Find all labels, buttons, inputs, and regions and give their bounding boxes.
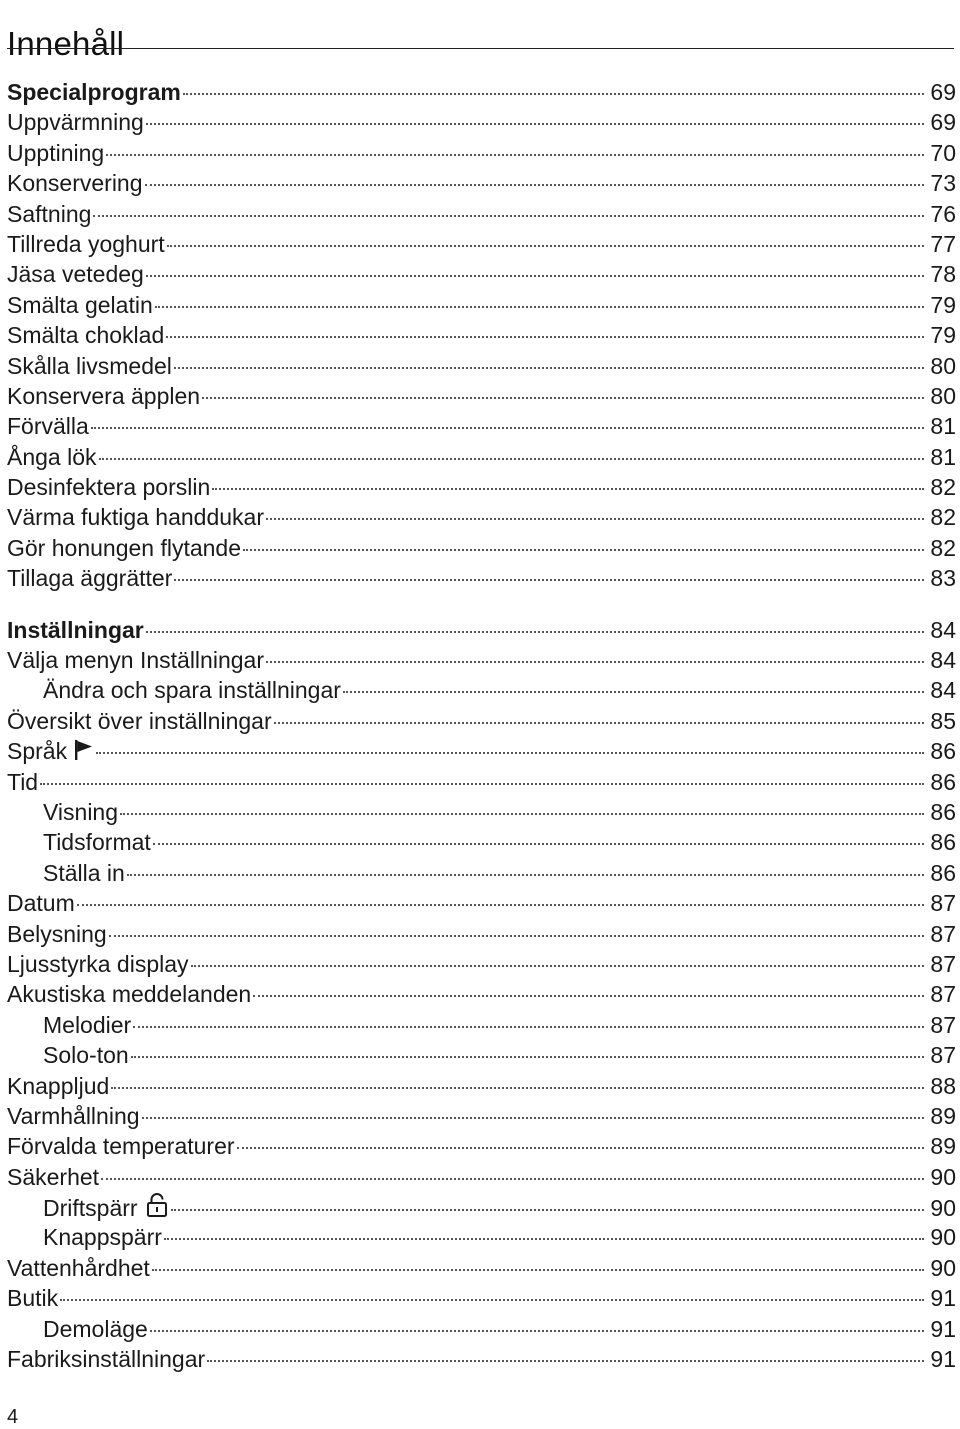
toc-entry-page-number: 84 <box>930 677 956 704</box>
dot-leader <box>142 1117 924 1119</box>
toc-entry-text: Driftspärr <box>43 1195 138 1222</box>
dot-leader <box>174 367 924 369</box>
toc-entry-text: Specialprogram <box>7 79 181 105</box>
dot-leader <box>150 1330 924 1332</box>
toc-entry-page-number: 87 <box>930 981 956 1008</box>
toc-entry-page-number: 88 <box>930 1072 956 1099</box>
toc-entry-label <box>7 502 264 532</box>
dot-leader <box>243 549 924 551</box>
toc-entry-text: Ändra och spara inställningar <box>43 677 341 704</box>
dot-leader <box>171 1209 924 1211</box>
toc-entry-label <box>7 1192 169 1225</box>
toc-entry-text: Butik <box>7 1285 59 1312</box>
toc-entry[interactable] <box>7 1071 956 1101</box>
toc-entry-text: Tillaga äggrätter <box>7 565 173 592</box>
dot-leader <box>131 1056 924 1058</box>
toc-entry-page-number: 90 <box>930 1224 956 1251</box>
toc-entry[interactable] <box>7 472 956 502</box>
toc-entry-label <box>7 1040 129 1070</box>
toc-entry-text: Tidsformat <box>43 829 151 856</box>
toc-entry[interactable] <box>7 645 956 675</box>
toc-entry-page-number: 73 <box>930 170 956 197</box>
dot-leader <box>155 306 924 308</box>
toc-entry-page-number: 87 <box>930 1042 956 1069</box>
toc-entry-page-number: 86 <box>930 859 956 886</box>
toc-entry-text: Uppvärmning <box>7 109 144 136</box>
toc-entry-page-number: 87 <box>930 920 956 947</box>
toc-entry-label <box>7 1344 205 1374</box>
toc-entry-page-number: 81 <box>930 413 956 440</box>
toc-entry-label <box>7 645 264 675</box>
toc-entry-label <box>7 675 341 705</box>
toc-entry-text: Datum <box>7 890 75 917</box>
dot-leader <box>237 1147 924 1149</box>
toc-entry-label <box>7 533 241 563</box>
toc-entry-page-number: 77 <box>930 230 956 257</box>
toc-entry-text: Ställa in <box>43 859 125 886</box>
toc-entry-label <box>7 797 118 827</box>
toc-entry[interactable] <box>7 107 956 137</box>
toc-entry-page-number: 83 <box>930 565 956 592</box>
toc-entry[interactable] <box>7 351 956 381</box>
toc-entry-page-number: 90 <box>930 1195 956 1222</box>
toc-section <box>7 615 956 1375</box>
toc-entry-page-number: 91 <box>930 1315 956 1342</box>
dot-leader <box>91 427 924 429</box>
toc-subentry[interactable] <box>7 797 956 827</box>
dot-leader <box>153 843 924 845</box>
toc-entry-page-number: 70 <box>930 139 956 166</box>
toc-entry[interactable] <box>7 138 956 168</box>
dot-leader <box>40 783 924 785</box>
toc-entry-text: Saftning <box>7 200 92 227</box>
toc-entry[interactable] <box>7 736 956 766</box>
dot-leader <box>60 1299 924 1301</box>
toc-entry-page-number: 80 <box>930 382 956 409</box>
dot-leader <box>133 1026 924 1028</box>
flag-icon <box>74 738 94 768</box>
toc-entry-label <box>7 888 75 918</box>
toc-entry-page-number: 86 <box>930 738 956 765</box>
toc-entry[interactable] <box>7 168 956 198</box>
toc-entry-text: Upptining <box>7 139 105 166</box>
toc-subentry[interactable] <box>7 1040 956 1070</box>
toc-entry[interactable] <box>7 706 956 736</box>
toc-entry-label <box>7 767 38 797</box>
toc-entry-text: Belysning <box>7 920 107 947</box>
toc-entry-page-number: 80 <box>930 352 956 379</box>
toc-entry-page-number: 79 <box>930 291 956 318</box>
toc-entry-page-number: 82 <box>930 534 956 561</box>
toc-entry-page-number: 76 <box>930 200 956 227</box>
toc-entry-text: Solo-ton <box>43 1042 129 1069</box>
toc-entry[interactable] <box>7 767 956 797</box>
toc-subentry[interactable] <box>7 675 956 705</box>
toc-entry-page-number: 84 <box>930 616 956 643</box>
toc-entry-text: Ljusstyrka display <box>7 950 189 977</box>
toc-entry-text: Varmhållning <box>7 1102 140 1129</box>
toc-subentry[interactable] <box>7 1314 956 1344</box>
toc-entry-label <box>7 320 164 350</box>
dot-leader <box>166 336 924 338</box>
toc-entry-text: Demoläge <box>43 1315 148 1342</box>
dot-leader <box>96 752 924 754</box>
toc-entry-label <box>7 229 165 259</box>
toc-entry-text: Värma fuktiga handdukar <box>7 504 264 531</box>
table-of-contents <box>7 77 956 1374</box>
toc-entry-label <box>7 858 125 888</box>
toc-entry[interactable] <box>7 411 956 441</box>
page-title: Innehåll <box>7 25 125 63</box>
dot-leader <box>202 397 924 399</box>
toc-entry-text: Säkerhet <box>7 1163 100 1190</box>
toc-entry-page-number: 85 <box>930 707 956 734</box>
toc-entry[interactable] <box>7 502 956 532</box>
dot-leader <box>99 458 924 460</box>
toc-entry-text: Ånga lök <box>7 443 97 470</box>
dot-leader <box>146 123 924 125</box>
dot-leader <box>106 154 924 156</box>
dot-leader <box>207 1360 924 1362</box>
toc-entry[interactable] <box>7 381 956 411</box>
toc-entry[interactable] <box>7 1131 956 1161</box>
toc-entry-label <box>7 563 172 593</box>
toc-entry[interactable] <box>7 1162 956 1192</box>
title-divider <box>7 48 954 49</box>
dot-leader <box>174 579 924 581</box>
dot-leader <box>127 874 924 876</box>
toc-entry[interactable] <box>7 563 956 593</box>
dot-leader <box>120 813 924 815</box>
toc-entry-label <box>7 290 153 320</box>
dot-leader <box>146 631 924 633</box>
toc-entry-label <box>7 259 144 289</box>
toc-entry[interactable] <box>7 199 956 229</box>
dot-leader <box>343 691 924 693</box>
toc-entry-page-number: 86 <box>930 768 956 795</box>
toc-entry-text: Gör honungen flytande <box>7 534 242 561</box>
toc-entry-page-number: 89 <box>930 1133 956 1160</box>
toc-entry-page-number: 82 <box>930 474 956 501</box>
toc-entry-label <box>7 706 272 736</box>
toc-entry-text: Vattenhårdhet <box>7 1254 150 1281</box>
toc-entry[interactable] <box>7 533 956 563</box>
dot-leader <box>164 1238 924 1240</box>
toc-entry[interactable] <box>7 919 956 949</box>
toc-entry-page-number: 82 <box>930 504 956 531</box>
dot-leader <box>212 488 924 490</box>
toc-entry-label <box>7 77 181 107</box>
toc-entry-text: Jäsa vetedeg <box>7 261 144 288</box>
dot-leader <box>146 275 924 277</box>
toc-entry[interactable] <box>7 979 956 1009</box>
toc-entry[interactable] <box>7 1344 956 1374</box>
toc-entry-text: Tillreda yoghurt <box>7 230 165 257</box>
lock-icon <box>145 1192 169 1225</box>
dot-leader <box>101 1178 924 1180</box>
toc-entry-text: Konservering <box>7 170 143 197</box>
toc-entry-label <box>7 411 89 441</box>
toc-entry-label <box>7 351 172 381</box>
toc-subentry[interactable] <box>7 827 956 857</box>
toc-entry-text: Välja menyn Inställningar <box>7 647 264 674</box>
toc-entry-label <box>7 979 251 1009</box>
toc-entry-label <box>7 736 94 768</box>
toc-entry-text: Smälta choklad <box>7 322 165 349</box>
page-number: 4 <box>7 1406 19 1428</box>
toc-entry-page-number: 84 <box>930 647 956 674</box>
toc-entry-page-number: 87 <box>930 1011 956 1038</box>
toc-entry-page-number: 69 <box>930 109 956 136</box>
dot-leader <box>152 1269 924 1271</box>
toc-entry-text: Språk <box>7 738 68 765</box>
toc-entry-text: Desinfektera porslin <box>7 474 211 501</box>
toc-entry-page-number: 90 <box>930 1163 956 1190</box>
dot-leader <box>145 184 924 186</box>
toc-entry[interactable] <box>7 1283 956 1313</box>
toc-entry-label <box>7 949 189 979</box>
toc-entry-label <box>7 138 104 168</box>
toc-entry-page-number: 69 <box>930 79 956 105</box>
toc-entry-label <box>7 1253 150 1283</box>
toc-entry-text: Akustiska meddelanden <box>7 981 252 1008</box>
toc-entry-text: Skålla livsmedel <box>7 352 172 379</box>
toc-entry-page-number: 78 <box>930 261 956 288</box>
toc-entry-text: Förvalda temperaturer <box>7 1133 235 1160</box>
dot-leader <box>191 965 924 967</box>
toc-entry-text: Tid <box>7 768 39 795</box>
toc-entry-label <box>7 381 200 411</box>
dot-leader <box>109 935 924 937</box>
toc-entry[interactable] <box>7 949 956 979</box>
toc-subentry[interactable] <box>7 1010 956 1040</box>
toc-entry-label <box>7 1222 162 1252</box>
toc-entry-label <box>7 1162 99 1192</box>
dot-leader <box>274 722 924 724</box>
dot-leader <box>266 518 924 520</box>
toc-entry-page-number: 91 <box>930 1346 956 1373</box>
toc-entry-text: Knappljud <box>7 1072 110 1099</box>
toc-entry[interactable] <box>7 1101 956 1131</box>
toc-entry-text: Förvälla <box>7 413 89 440</box>
dot-leader <box>266 661 924 663</box>
toc-subentry[interactable] <box>7 1192 956 1222</box>
toc-entry[interactable] <box>7 290 956 320</box>
toc-entry-text: Översikt över inställningar <box>7 707 272 734</box>
toc-entry-page-number: 81 <box>930 443 956 470</box>
toc-entry[interactable] <box>7 1253 956 1283</box>
dot-leader <box>77 904 924 906</box>
toc-entry-text: Fabriksinställningar <box>7 1346 206 1373</box>
toc-entry[interactable] <box>7 259 956 289</box>
dot-leader <box>253 995 924 997</box>
toc-entry[interactable] <box>7 229 956 259</box>
toc-entry-label <box>7 919 107 949</box>
toc-entry-page-number: 91 <box>930 1285 956 1312</box>
toc-entry-label <box>7 827 151 857</box>
dot-leader <box>111 1087 924 1089</box>
toc-entry[interactable] <box>7 888 956 918</box>
toc-entry-text: Knappspärr <box>43 1224 162 1251</box>
toc-entry-text: Melodier <box>43 1011 132 1038</box>
toc-subentry[interactable] <box>7 1222 956 1252</box>
toc-entry-label <box>7 1101 140 1131</box>
toc-subentry[interactable] <box>7 858 956 888</box>
toc-entry-label <box>7 1071 109 1101</box>
toc-heading-entry[interactable] <box>7 77 956 107</box>
toc-entry-label <box>7 442 97 472</box>
toc-entry-page-number: 86 <box>930 798 956 825</box>
toc-entry-page-number: 89 <box>930 1102 956 1129</box>
toc-entry-text: Visning <box>43 798 119 825</box>
toc-entry-label <box>7 1010 131 1040</box>
dot-leader <box>93 215 924 217</box>
toc-entry-label <box>7 199 91 229</box>
toc-entry-page-number: 87 <box>930 950 956 977</box>
toc-entry-label <box>7 472 210 502</box>
dot-leader <box>183 93 924 95</box>
toc-entry-page-number: 87 <box>930 890 956 917</box>
toc-entry-page-number: 90 <box>930 1254 956 1281</box>
toc-section <box>7 77 956 594</box>
toc-entry-label <box>7 1131 235 1161</box>
toc-entry-text: Konservera äpplen <box>7 382 201 409</box>
toc-entry-label <box>7 168 143 198</box>
toc-entry-page-number: 86 <box>930 829 956 856</box>
toc-entry-label <box>7 1283 58 1313</box>
toc-entry-label <box>7 615 144 645</box>
toc-entry-label <box>7 107 144 137</box>
toc-entry-text: Inställningar <box>7 616 144 643</box>
toc-entry[interactable] <box>7 320 956 350</box>
toc-entry-label <box>7 1314 148 1344</box>
toc-heading-entry[interactable] <box>7 615 956 645</box>
toc-entry[interactable] <box>7 442 956 472</box>
dot-leader <box>167 245 924 247</box>
toc-entry-page-number: 79 <box>930 322 956 349</box>
toc-entry-text: Smälta gelatin <box>7 291 153 318</box>
